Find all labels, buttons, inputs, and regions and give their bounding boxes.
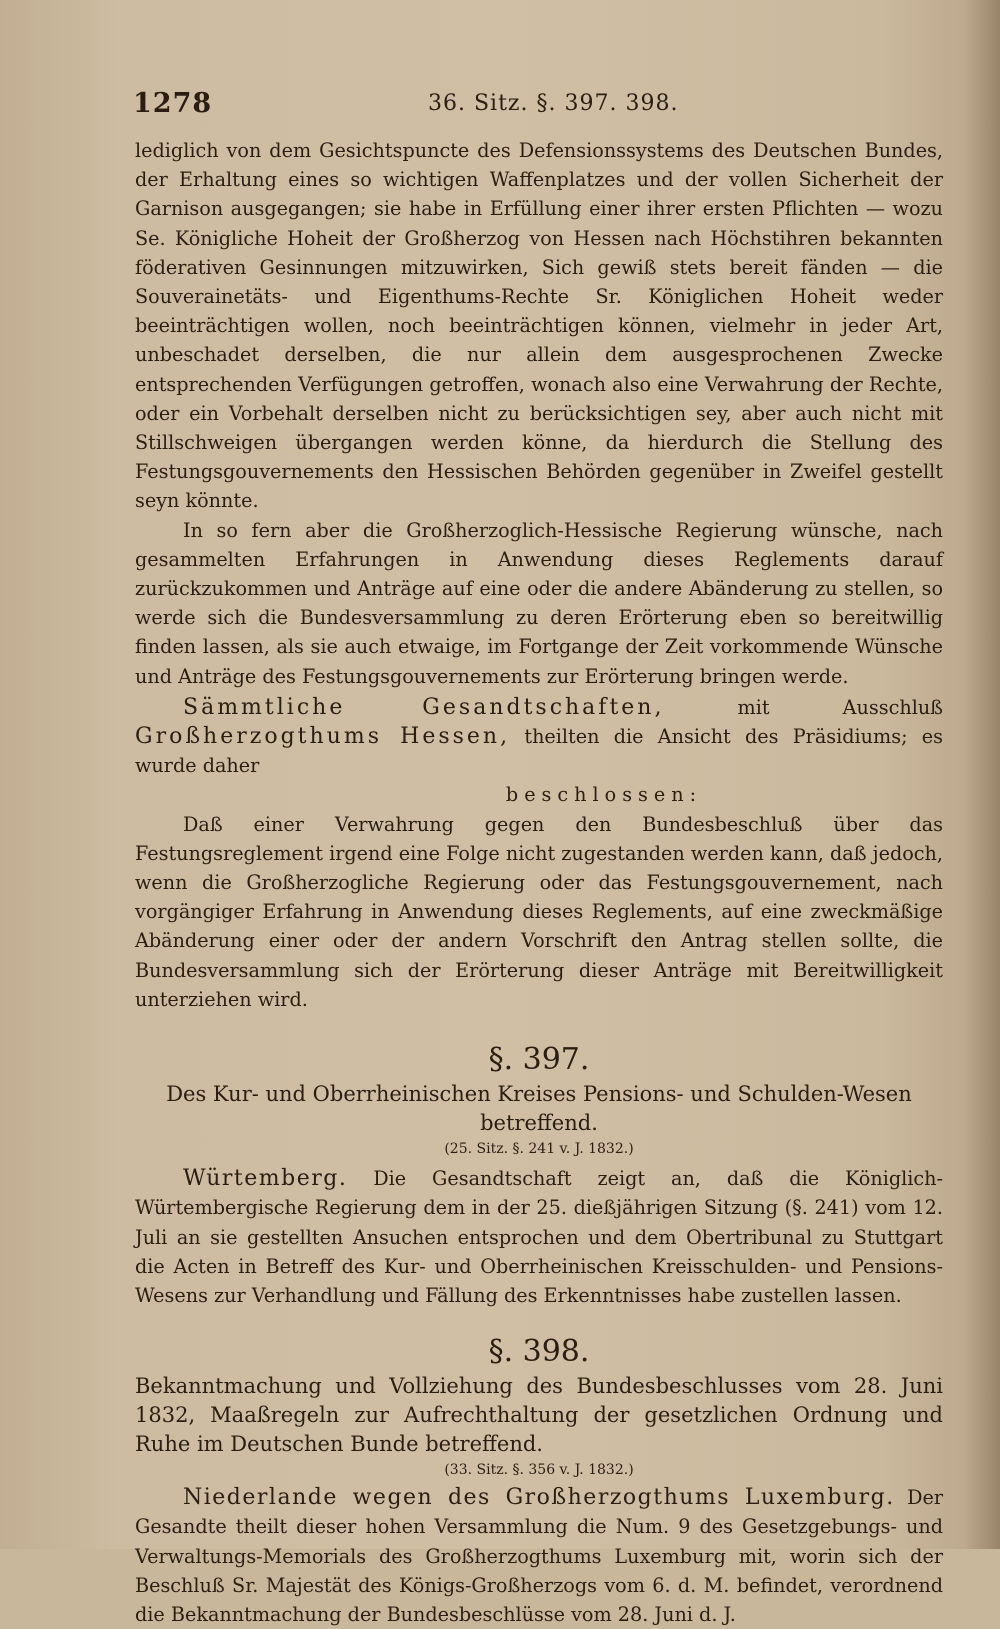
vote-exclusion: mit Ausschluß — [664, 695, 943, 719]
running-head: 36. Sitz. §. 397. 398. — [428, 91, 679, 116]
paragraph-proviso: In so fern aber die Großherzoglich-Hessische Regierung wünsche, nach gesammelten Erfahrungen in Anwendung dieses Reglements darauf zurückzukommen und Anträge auf eine oder die andere Abänderung zu stellen, so werde sich die Bundesversammlung zu deren Erörterung eben so bereitwillig finden lassen, als sie auch etwaige, im Fortgange der Zeit vorkommende Wünsche und Anträge des Festungsgouvernements zur Erörterung bringen werde. — [135, 518, 943, 688]
page-edge-shadow — [964, 0, 1000, 1549]
paragraph-resolution: Daß einer Verwahrung gegen den Bundesbeschluß über das Festungsreglement irgend eine Folge nicht zugestanden werden kann, daß jedoch, wenn die Großherzogliche Regierung oder das Festungsgouvernement, nach vorgängiger Erfahrung in Anwendung dieses Reglements, auf eine zweckmäßige Abänderung einer oder der andern Vorschrift den Antrag stellen sollte, die Bundesversammlung sich der Erörterung dieser Anträge mit Bereitwilligkeit unterziehen wird. — [135, 812, 943, 1011]
excluded-state: Großherzogthums Hessen, — [135, 724, 511, 750]
paragraph-vote — [135, 693, 943, 781]
delegations-lead: Sämmtliche Gesandtschaften, — [183, 694, 665, 720]
page-body — [135, 136, 943, 1629]
section-397 — [135, 1040, 943, 1310]
section-398-lead: Niederlande wegen des Großherzogthums Luxemburg. — [183, 1485, 895, 1511]
vote-rest: theilten die Ansicht des Präsidiums; es wurde daher — [135, 725, 943, 778]
section-397-subject: Des Kur- und Oberrheinischen Kreises Pensions- und Schulden-Wesen betreffend. — [166, 1082, 912, 1136]
section-398 — [135, 1332, 943, 1629]
page-header — [133, 88, 943, 124]
section-398-subject: Bekanntmachung und Vollziehung des Bundesbeschlusses vom 28. Juni 1832, Maaßregeln zur Aufrechthaltung der gesetzlichen Ordnung und Ruhe im Deutschen Bunde betreffend. — [135, 1374, 943, 1457]
section-397-lead: Würtemberg. — [183, 1166, 348, 1192]
resolved-heading: beschlossen: — [505, 783, 703, 807]
section-398-body: Der Gesandte theilt dieser hohen Versammlung die Num. 9 des Gesetzgebungs- und Verwaltungs-Memorials des Großherzogthums Luxemburg mit, worin sich der Beschluß Sr. Majestät des Königs-Großherzogs vom 6. d. M. befindet, verordnend die Bekanntmachung der Bundesbeschlüsse vom 28. Juni d. J. — [135, 1486, 943, 1626]
section-397-body: Die Gesandtschaft zeigt an, daß die Königlich-Würtembergische Regierung dem in der 25. dießjährigen Sitzung (§. 241) vom 12. Juli an sie gestellten Ansuchen entsprochen und dem Obertribunal zu Stuttgart die Acten in Betreff des Kur- und Oberrheinischen Kreisschulden- und Pensions-Wesens zur Verhandlung und Fällung des Erkenntnisses habe zustellen lassen. — [135, 1167, 943, 1307]
section-397-title: §. 397. — [488, 1042, 590, 1078]
section-398-title: §. 398. — [488, 1334, 590, 1370]
section-398-reference: (33. Sitz. §. 356 v. J. 1832.) — [444, 1462, 634, 1479]
section-397-text — [135, 1164, 943, 1310]
section-398-text — [135, 1483, 943, 1629]
paragraph-continuation: lediglich von dem Gesichtspuncte des Defensionssystems des Deutschen Bundes, der Erhaltung eines so wichtigen Waffenplatzes und der vollen Sicherheit der Garnison ausgegangen; sie habe in Erfüllung einer ihrer ersten Pflichten — wozu Se. Königliche Hoheit der Großherzog von Hessen nach Höchstihren bekannten föderativen Gesinnungen mitzuwirken, Sich gewiß stets bereit fänden — die Souverainetäts- und Eigenthums-Rechte Sr. Königlichen Hoheit weder beeinträchtigen wollen, noch beeinträchtigen können, vielmehr in jeder Art, unbeschadet derselben, die nur allein dem ausgesprochenen Zwecke entsprechenden Verfügungen getroffen, wonach also eine Verwahrung der Rechte, oder ein Vorbehalt derselben nicht zu berücksichtigen sey, aber auch nicht mit Stillschweigen übergangen werden könne, da hierdurch die Stellung des Festungsgouvernements den Hessischen Behörden gegenüber in Zweifel gestellt seyn könnte. — [135, 139, 943, 513]
page-number: 1278 — [133, 88, 213, 119]
section-397-reference: (25. Sitz. §. 241 v. J. 1832.) — [444, 1141, 634, 1158]
